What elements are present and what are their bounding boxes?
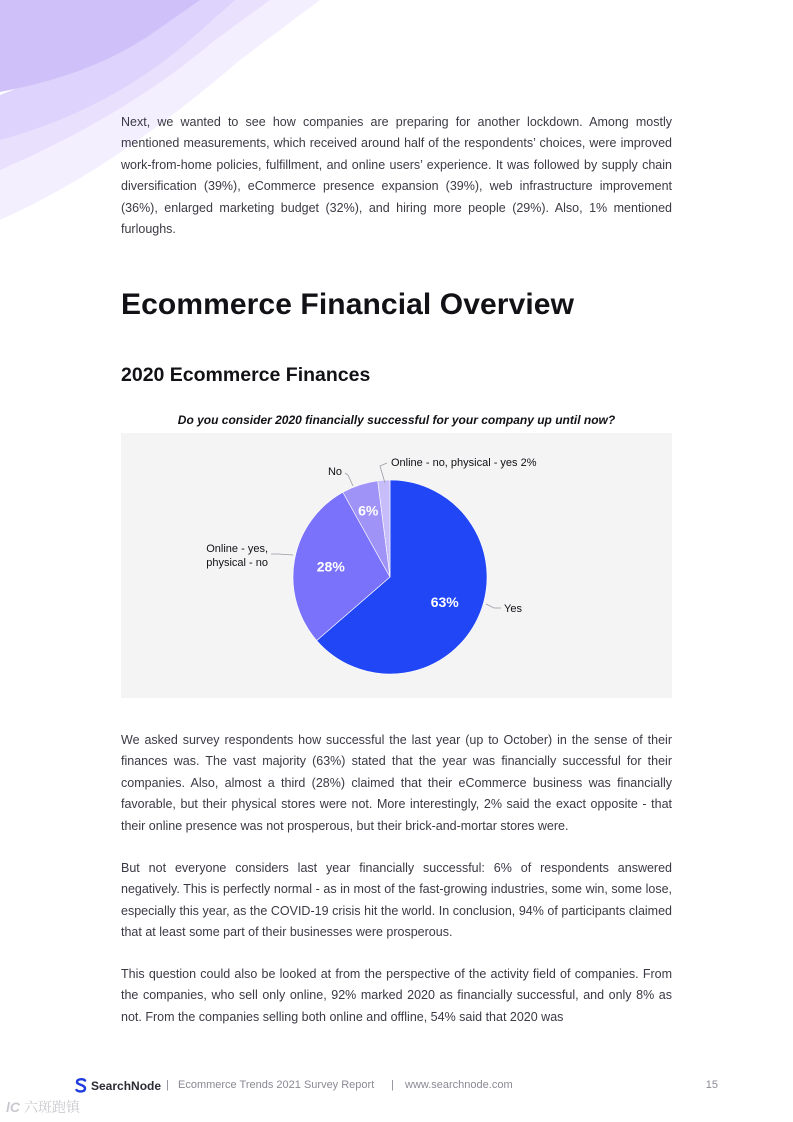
slice-category-label: Online - no, physical - yes 2% bbox=[391, 457, 537, 469]
activity-field-paragraph: This question could also be looked at from the perspective of the activity field of companies. From the companies, who sell only online, 92% marked 2020 as financially successful, and only 8% as not. From the companies selling both online and offline, 54% said that 2020 was bbox=[121, 967, 672, 1024]
slice-category-label: No bbox=[327, 466, 342, 478]
slice-value-label: 63% bbox=[430, 593, 459, 610]
watermark-logo-icon: lC bbox=[6, 1099, 20, 1115]
footer-separator: | bbox=[166, 1079, 169, 1091]
slice-category-label: Online - yes, bbox=[206, 543, 268, 555]
negative-answers-paragraph: But not everyone considers last year financially successful: 6% of respondents answered negatively. This is perfectly normal - as in most of the fast-growing industries, some win, some lose, especially this year, as the COVID-19 crisis hit the world. In conclusion, 94% of participants claimed that at least some part of their businesses were prosperous. bbox=[121, 861, 672, 940]
watermark-text: 六斑跑镇 bbox=[24, 1099, 80, 1115]
page-number: 15 bbox=[705, 1079, 718, 1091]
intro-paragraph: Next, we wanted to see how companies are preparing for another lockdown. Among mostly mentioned measurements, which received around half of the respondents’ choices, were improved work-from-home policies, fulfillment, and online users’ experience. It was followed by supply chain diversification (39%), eCommerce presence expansion (39%), web infrastructure improvement (36%), enlarged marketing budget (32%), and hiring more people (29%). Also, 1% mentioned furloughs. bbox=[121, 115, 672, 237]
slice-category-label: Yes bbox=[504, 603, 522, 615]
page-footer bbox=[75, 1078, 718, 1096]
slice-category-label: physical - no bbox=[206, 557, 268, 569]
footer-brand[interactable] bbox=[75, 1078, 161, 1093]
leader-line bbox=[271, 554, 293, 555]
section-title: Ecommerce Financial Overview bbox=[121, 288, 575, 321]
subsection-title: 2020 Ecommerce Finances bbox=[121, 364, 371, 386]
website-link[interactable]: www.searchnode.com bbox=[405, 1079, 513, 1091]
slice-value-label: 6% bbox=[358, 502, 379, 519]
leader-line bbox=[345, 473, 353, 486]
pie-chart bbox=[121, 433, 672, 698]
slice-value-label: 28% bbox=[316, 558, 345, 575]
leader-line bbox=[486, 604, 501, 608]
report-title: Ecommerce Trends 2021 Survey Report bbox=[178, 1079, 375, 1091]
watermark bbox=[6, 1097, 80, 1117]
pie-chart-panel bbox=[121, 433, 672, 698]
finances-paragraph: We asked survey respondents how successful the last year (up to October) in the sense of their finances was. The vast majority (63%) stated that the year was financially successful for their companies. Also, almost a third (28%) claimed that their eCommerce business was financially favorable, but their physical stores were not. More interestingly, 2% said the exact opposite - that their online presence was not prosperous, but their brick-and-mortar stores were. bbox=[121, 733, 672, 833]
chart-title: Do you consider 2020 financially successful for your company up until now? bbox=[177, 413, 616, 427]
brand-name: SearchNode bbox=[91, 1078, 162, 1093]
searchnode-logo-icon bbox=[75, 1078, 87, 1093]
footer-separator: | bbox=[391, 1079, 394, 1091]
